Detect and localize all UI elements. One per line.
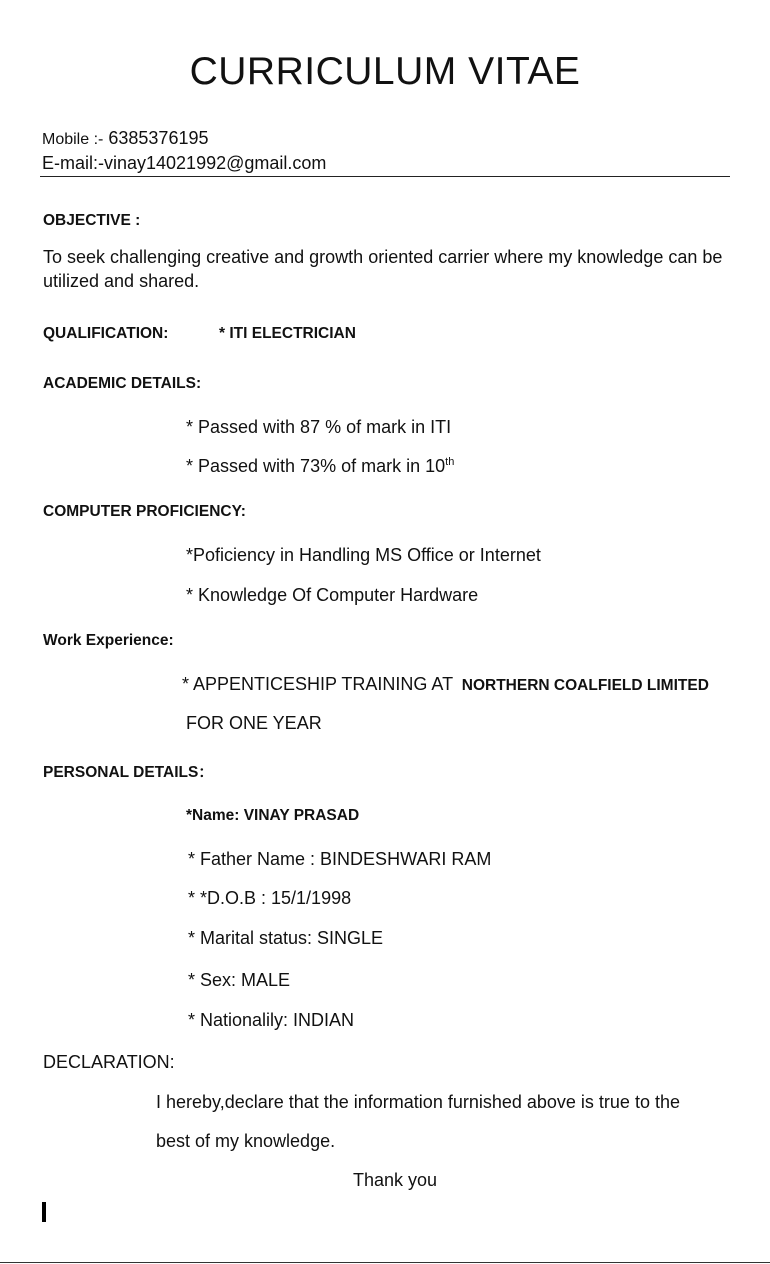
academic-item bbox=[186, 456, 454, 477]
computer-item: * Knowledge Of Computer Hardware bbox=[186, 585, 479, 605]
mobile-label: Mobile :- bbox=[42, 131, 104, 148]
personal-item: * Marital status: SINGLE bbox=[188, 928, 384, 948]
objective-text: To seek challenging creative and growth oriented carrier where my knowledge can be utilized and shared. bbox=[43, 247, 723, 291]
objective-heading: OBJECTIVE : bbox=[43, 212, 141, 229]
mobile-line bbox=[42, 128, 208, 149]
text-cursor bbox=[42, 1202, 46, 1222]
academic-heading: ACADEMIC DETAILS: bbox=[43, 375, 202, 392]
declaration-heading: DECLARATION: bbox=[43, 1052, 175, 1072]
computer-heading: COMPUTER PROFICIENCY: bbox=[43, 503, 246, 520]
declaration-line-1: I hereby,declare that the information furnished above is true to the bbox=[156, 1092, 680, 1112]
personal-item: * Nationalily: INDIAN bbox=[188, 1010, 355, 1030]
email-line: E-mail:-vinay14021992@gmail.com bbox=[42, 153, 327, 173]
header-divider bbox=[40, 176, 730, 177]
page-bottom-edge bbox=[0, 1262, 770, 1263]
document-title: CURRICULUM VITAE bbox=[189, 50, 581, 93]
declaration-line-2: best of my knowledge. bbox=[156, 1131, 336, 1151]
work-company: NORTHERN COALFIELD LIMITED bbox=[461, 677, 709, 694]
personal-item: * *D.O.B : 15/1/1998 bbox=[188, 888, 352, 908]
personal-item: * Sex: MALE bbox=[188, 970, 291, 990]
work-line-1 bbox=[182, 674, 709, 695]
personal-name: *Name: VINAY PRASAD bbox=[186, 807, 360, 824]
mobile-number: 6385376195 bbox=[108, 128, 209, 148]
personal-heading: PERSONAL DETAILS： bbox=[43, 764, 214, 781]
work-line-prefix: * APPENTICESHIP TRAINING AT bbox=[182, 674, 453, 694]
work-line-2: FOR ONE YEAR bbox=[186, 713, 322, 733]
academic-item-superscript: th bbox=[445, 456, 455, 468]
personal-item: * Father Name : BINDESHWARI RAM bbox=[188, 849, 492, 869]
academic-item-text: * Passed with 73% of mark in 10 bbox=[186, 456, 446, 476]
work-heading: Work Experience: bbox=[43, 632, 174, 649]
academic-item: * Passed with 87 % of mark in ITI bbox=[186, 417, 452, 437]
qualification-heading: QUALIFICATION: bbox=[43, 325, 169, 342]
computer-item: *Poficiency in Handling MS Office or Internet bbox=[186, 545, 541, 565]
qualification-value: * ITI ELECTRICIAN bbox=[219, 325, 356, 342]
closing-text: Thank you bbox=[353, 1170, 438, 1190]
